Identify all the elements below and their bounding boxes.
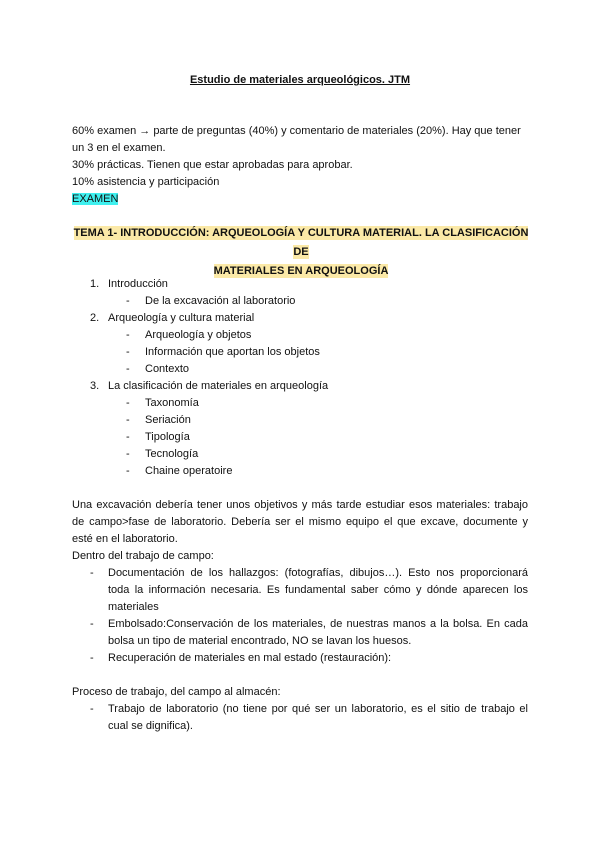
bullet-dash: - (90, 652, 94, 664)
sub-bullet: - (126, 431, 130, 443)
campo-heading: Dentro del trabajo de campo: (72, 550, 214, 562)
outline-item-label: Arqueología y cultura material (108, 312, 255, 324)
tema-heading-line-2: MATERIALES EN ARQUEOLOGÍA (213, 265, 389, 277)
outline-sub-item: Tipología (145, 431, 190, 443)
sub-bullet: - (126, 414, 130, 426)
outline-item-label: Introducción (108, 278, 168, 290)
campo-item-line: Embolsado:Conservación de los materiales, de nuestras manos a la bolsa. En cada (108, 618, 528, 630)
tema-heading-line-1: TEMA 1- INTRODUCCIÓN: ARQUEOLOGÍA Y CULTURA MATERIAL. LA CLASIFICACIÓN DE (73, 227, 529, 258)
campo-item-line: materiales (108, 601, 159, 613)
proceso-heading: Proceso de trabajo, del campo al almacén: (72, 686, 281, 698)
proceso-item-line: Trabajo de laboratorio (no tiene por qué ser un laboratorio, es el sitio de trabajo el (108, 703, 528, 715)
campo-item-line: toda la información necesaria. Es fundamental saber cómo y dónde aparecen los (108, 584, 528, 596)
campo-item-line: bolsa un tipo de material encontrado, NO se lavan los huesos. (108, 635, 412, 647)
sub-bullet: - (126, 329, 130, 341)
paragraph-line: esté en el laboratorio. (72, 533, 178, 545)
sub-bullet: - (126, 465, 130, 477)
outline-sub-item: Taxonomía (145, 397, 199, 409)
outline-sub-item: Contexto (145, 363, 190, 375)
bullet-dash: - (90, 567, 94, 579)
outline-number: 3. (90, 380, 100, 392)
grading-line-2: un 3 en el examen. (72, 142, 166, 154)
paragraph-line: de campo>fase de laboratorio. Debería ser el mismo equipo el que excave, documente y (72, 516, 528, 528)
grading-line-4: 10% asistencia y participación (72, 176, 220, 188)
sub-bullet: - (126, 397, 130, 409)
outline-item-label: La clasificación de materiales en arqueología (108, 380, 329, 392)
document-title: Estudio de materiales arqueológicos. JTM (189, 74, 411, 86)
sub-bullet: - (126, 295, 130, 307)
bullet-dash: - (90, 703, 94, 715)
outline-sub-item: Arqueología y objetos (145, 329, 252, 341)
proceso-item-line: cual se dignifica). (108, 720, 193, 732)
outline-sub-item: De la excavación al laboratorio (145, 295, 296, 307)
outline-sub-item: Tecnología (145, 448, 199, 460)
grading-line-3: 30% prácticas. Tienen que estar aprobadas para aprobar. (72, 159, 353, 171)
outline-sub-item: Información que aportan los objetos (145, 346, 320, 358)
campo-item-line: Documentación de los hallazgos: (fotografías, dibujos…). Esto nos proporcionará (108, 567, 528, 579)
paragraph-line: Una excavación debería tener unos objetivos y más tarde estudiar esos materiales: trabajo (72, 499, 528, 511)
bullet-dash: - (90, 618, 94, 630)
exam-label (72, 191, 118, 208)
outline-sub-item: Chaine operatoire (145, 465, 233, 477)
campo-item-line: Recuperación de materiales en mal estado (restauración): (108, 652, 392, 664)
outline-sub-item: Seriación (145, 414, 191, 426)
sub-bullet: - (126, 363, 130, 375)
outline-number: 1. (90, 278, 100, 290)
exam-label-text: EXAMEN (72, 193, 119, 205)
outline-number: 2. (90, 312, 100, 324)
sub-bullet: - (126, 448, 130, 460)
sub-bullet: - (126, 346, 130, 358)
grading-line-1: 60% examen → parte de preguntas (40%) y comentario de materiales (20%). Hay que tener (72, 125, 521, 137)
tema-heading (72, 224, 530, 281)
